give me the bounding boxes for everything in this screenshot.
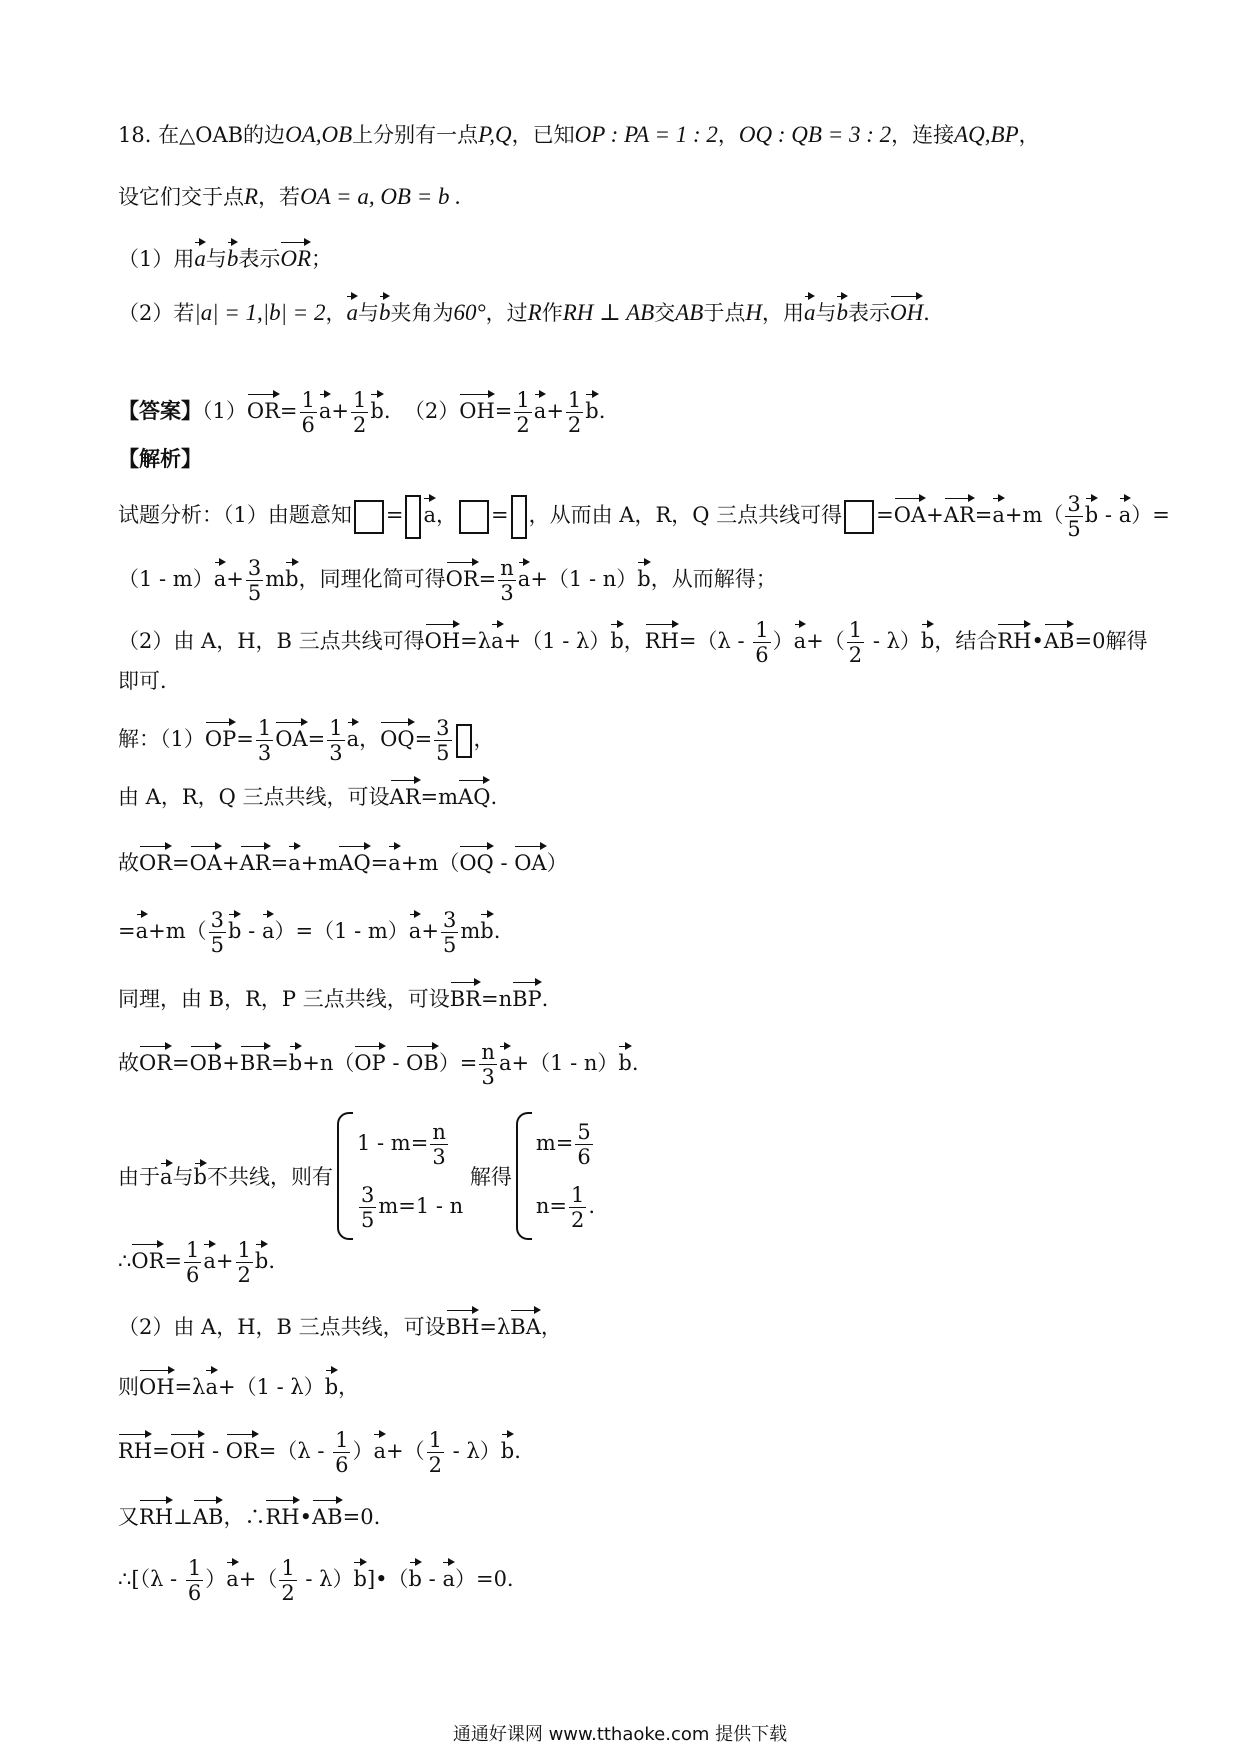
answer-label: 【答案】 bbox=[118, 398, 202, 423]
solution-line-12: ∴[（λ - $\frac{1}{6}$ ）a+（ $\frac{1}{2}$ - λ）b]•（b - a）=0. bbox=[118, 1556, 514, 1605]
missing-formula-box bbox=[844, 500, 874, 534]
equation-system: 1 - m= $\frac{n}{3}$ $\frac{3}{5}$ m=1 - n bbox=[356, 1120, 464, 1232]
analysis-line-1: 试题分析：（1）由题意知 = a， = ，从而由 A，R，Q 三点共线可得 =OA+AR=a+m（ $\frac{3}{5}$ b - a）= bbox=[118, 492, 1170, 541]
page-footer: 通通好课网 www.tthaoke.com 提供下载 bbox=[452, 1724, 788, 1745]
solution-line-4: =a+m（ $\frac{3}{5}$ b - a）=（1 - m）a+ $\frac{3}{5}$ mb. bbox=[118, 908, 501, 957]
missing-formula-box bbox=[354, 500, 384, 534]
solution-line-2: 由 A，R，Q 三点共线，可设AR=mAQ. bbox=[118, 780, 497, 812]
question-line-1: 18. 在△OAB的边OA,OB上分别有一点P,Q，已知OP : PA = 1 : 2，OQ : QB = 3 : 2，连接AQ,BP， bbox=[118, 122, 1040, 147]
solution-line-11: 又RH⊥AB，∴RH•AB=0. bbox=[118, 1500, 380, 1532]
solution-values: m= $\frac{5}{6}$ n= $\frac{1}{2}$ . bbox=[535, 1120, 596, 1232]
solution-system: 由于a与b不共线，则有 1 - m= $\frac{n}{3}$ $\frac{3}{5}$ m=1 - n 解得 m= $\frac{5}{6}$ n= $\frac{1}{2}$ . bbox=[118, 1112, 595, 1240]
solution-line-1: 解：（1）OP= $\frac{1}{3}$ OA= $\frac{1}{3}$ a，OQ= $\frac{3}{5}$ ， bbox=[118, 716, 495, 765]
solution-line-7: ∴OR= $\frac{1}{6}$ a+ $\frac{1}{2}$ b. bbox=[118, 1238, 276, 1287]
question-part-2: （2）若|a| = 1,|b| = 2，a与b夹角为60°，过R作RH ⊥ AB交AB于点H，用a与b表示OH． bbox=[118, 296, 944, 328]
missing-formula-box bbox=[456, 724, 472, 758]
left-brace bbox=[516, 1112, 532, 1240]
question-part-1: （1）用a与b表示OR； bbox=[118, 242, 332, 274]
analysis-line-4: 即可． bbox=[118, 669, 181, 693]
question-number: 18. bbox=[118, 123, 152, 147]
missing-formula-box bbox=[511, 495, 527, 539]
solution-line-5: 同理，由 B，R，P 三点共线，可设BR=nBP. bbox=[118, 982, 548, 1014]
analysis-line-2: （1 - m）a+ $\frac{3}{5}$ mb，同理化简可得OR= $\frac{n}{3}$ a+（1 - n）b，从而解得； bbox=[118, 556, 777, 605]
solution-line-9: 则OH=λa+（1 - λ）b， bbox=[118, 1370, 359, 1402]
missing-formula-box bbox=[405, 495, 421, 539]
solution-line-3: 故OR=OA+AR=a+mAQ=a+m（OQ - OA） bbox=[118, 846, 568, 878]
solution-line-6: 故OR=OB+BR=b+n（OP - OB）= $\frac{n}{3}$ a+（1 - n）b. bbox=[118, 1040, 639, 1089]
given-vectors: OA = a, OB = b . bbox=[300, 184, 462, 209]
answer-line: 【答案】（1）OR= $\frac{1}{6}$ a+ $\frac{1}{2}$ b. （2）OH= $\frac{1}{2}$ a+ $\frac{1}{2}$ b. bbox=[118, 388, 606, 437]
solution-line-10: RH=OH - OR=（λ - $\frac{1}{6}$ ）a+（ $\frac{1}{2}$ - λ）b. bbox=[118, 1428, 521, 1477]
solution-line-8: （2）由 A，H，B 三点共线，可设BH=λBA， bbox=[118, 1310, 562, 1342]
left-brace bbox=[337, 1112, 353, 1240]
analysis-line-3: （2）由 A，H，B 三点共线可得OH=λa+（1 - λ）b，RH=（λ - $\frac{1}{6}$ ）a+（ $\frac{1}{2}$ - λ）b，结合RH•AB=0解得 bbox=[118, 618, 1148, 667]
missing-formula-box bbox=[459, 500, 489, 534]
question-line-2: 设它们交于点R，若OA = a, OB = b . bbox=[118, 184, 462, 209]
analysis-label: 【解析】 bbox=[118, 446, 202, 471]
